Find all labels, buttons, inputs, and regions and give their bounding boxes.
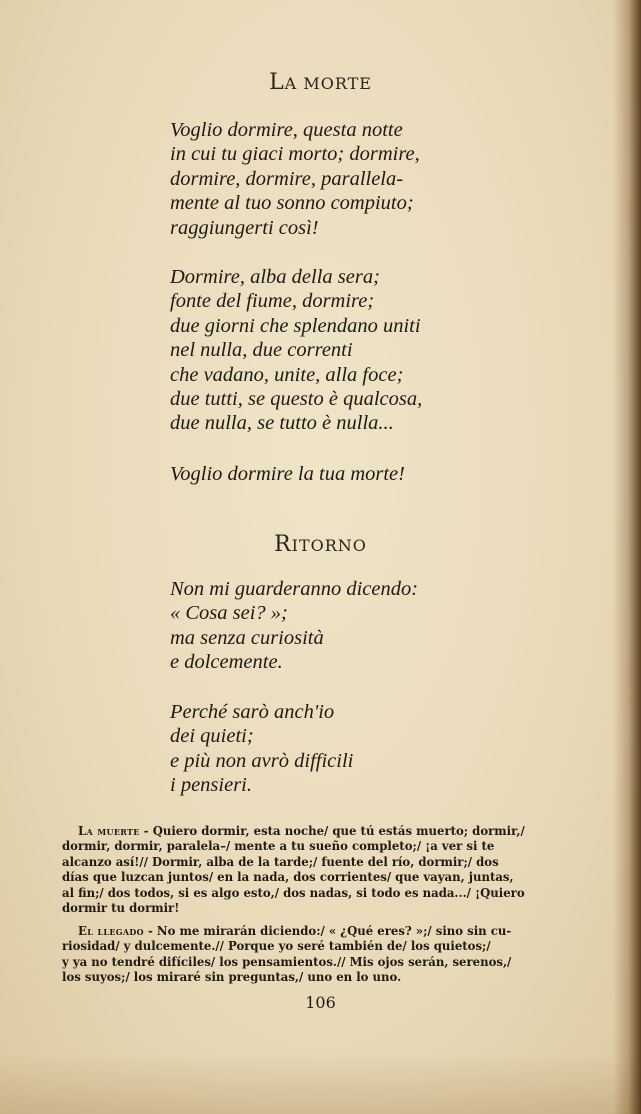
note-line: riosidad/ y dulcemente.// Porque yo seré también de/ los quietos;/	[62, 939, 491, 954]
verse-line: Dormire, alba della sera;	[170, 266, 380, 288]
verse-line: fonte del fiume, dormire;	[170, 290, 375, 313]
poem-title-ritorno	[0, 532, 641, 557]
verse-line: dormire, dormire, parallela-	[170, 167, 404, 190]
poem-title-la-morte	[0, 70, 641, 95]
verse-line: ma senza curiosità	[170, 626, 324, 649]
note-line: dormir, dormir, paralela–/ mente a tu sueño completo;/ ¡a ver si te	[62, 839, 495, 854]
verse-line: mente al tuo sonno compiuto;	[170, 192, 414, 215]
verse-line: due tutti, se questo è qualcosa,	[170, 388, 423, 411]
translation-note-el-llegado	[62, 924, 574, 986]
note-heading: La muerte	[78, 824, 140, 838]
note-line: días que luzcan juntos/ en la nada, dos corrientes/ que vayan, juntas,	[62, 870, 514, 885]
stanza	[170, 462, 405, 486]
verse-line: raggiungerti così!	[170, 216, 319, 239]
verse-line: i pensieri.	[170, 774, 252, 797]
note-line: El llegado - No me mirarán diciendo:/ « ¿Qué eres? »;/ sino sin cu-	[78, 924, 512, 938]
note-line: y ya no tendré difíciles/ los pensamientos.// Mis ojos serán, serenos,/	[62, 954, 512, 969]
verse-line: Non mi guarderanno dicendo:	[170, 578, 419, 600]
translation-note-la-muerte	[62, 824, 574, 916]
page-number: 106	[305, 993, 336, 1012]
note-line: los suyos;/ los miraré sin preguntas,/ uno en lo uno.	[62, 970, 402, 985]
verse-line: dei quieti;	[170, 725, 254, 748]
page-edge-shadow	[613, 0, 641, 1114]
note-line: La muerte - Quiero dormir, esta noche/ que tú estás muerto; dormir,/	[78, 824, 525, 838]
title-initial: L	[269, 70, 285, 95]
title-rest: ITORNO	[291, 536, 367, 555]
page-shadow-bottom	[0, 1054, 641, 1114]
note-line: dormir tu dormir!	[62, 901, 180, 916]
verse-line: e dolcemente.	[170, 651, 283, 674]
note-text: Quiero dormir, esta noche/ que tú estás muerto; dormir,/	[152, 824, 525, 838]
verse-line: Perché sarò anch'io	[170, 701, 335, 723]
verse-line: e più non avrò difficili	[170, 749, 354, 772]
verse-line: Voglio dormire, questa notte	[170, 119, 403, 141]
verse-line: due giorni che splendano uniti	[170, 314, 421, 337]
note-heading: El llegado	[78, 924, 144, 938]
note-text: No me mirarán diciendo:/ « ¿Qué eres? »;/ sino sin cu-	[156, 924, 512, 938]
stanza	[170, 577, 418, 675]
note-line: al fin;/ dos todos, si es algo esto,/ dos nadas, si todo es nada.../ ¡Quiero	[62, 885, 525, 900]
verse-line: in cui tu giaci morto; dormire,	[170, 143, 420, 166]
verse-line: nel nulla, due correnti	[170, 339, 353, 362]
title-initial: R	[274, 532, 292, 557]
stanza	[170, 118, 420, 240]
stanza	[170, 700, 353, 798]
stanza	[170, 265, 422, 436]
title-rest: A MORTE	[284, 74, 372, 93]
verse-line: Voglio dormire la tua morte!	[170, 463, 405, 485]
note-line: alcanzo así!// Dormir, alba de la tarde;/ fuente del río, dormir;/ dos	[62, 854, 499, 869]
verse-line: « Cosa sei? »;	[170, 602, 288, 625]
verse-line: due nulla, se tutto è nulla...	[170, 412, 394, 435]
verse-line: che vadano, unite, alla foce;	[170, 363, 404, 386]
